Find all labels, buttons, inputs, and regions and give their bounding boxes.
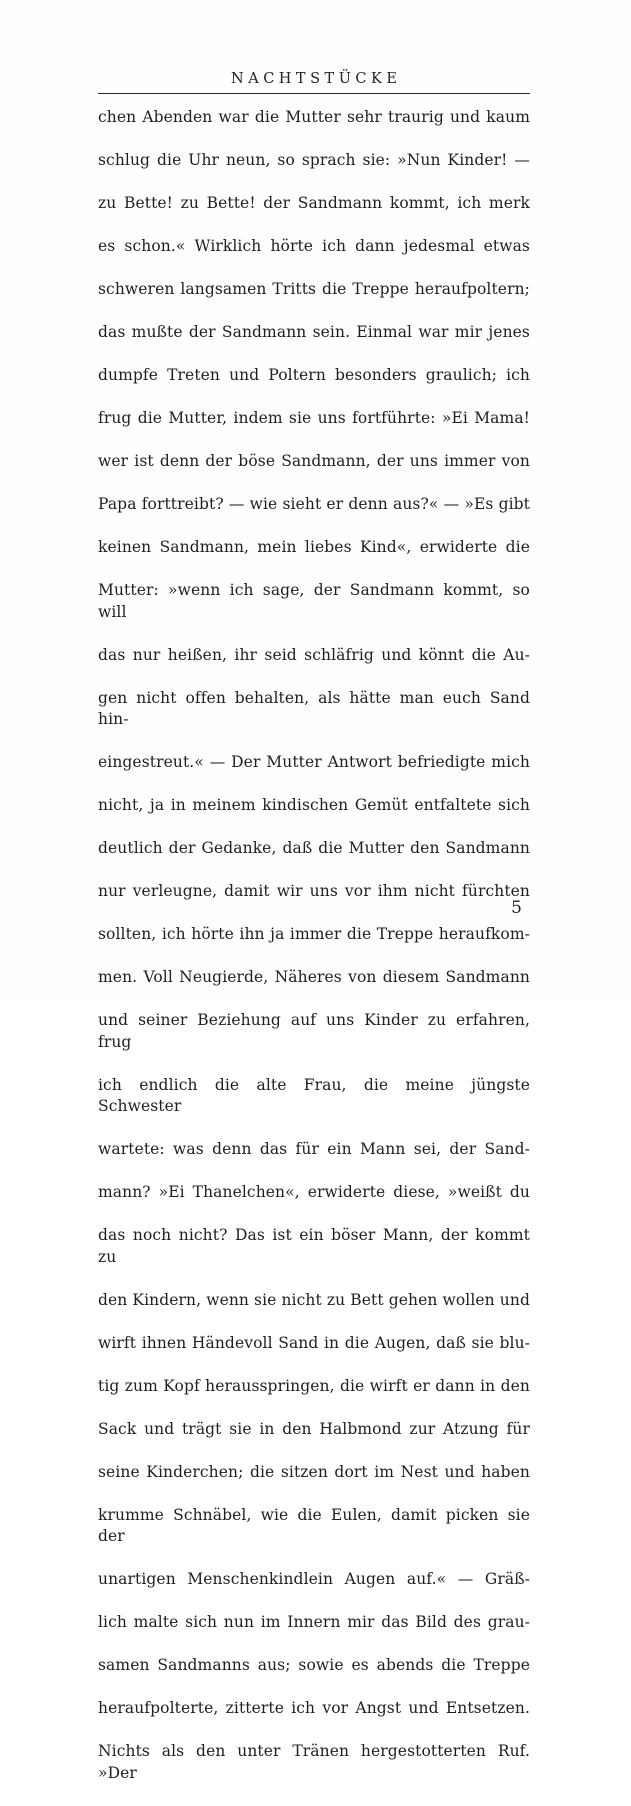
text-line (98, 1290, 530, 1333)
text-line-content: das nur heißen, ihr seid schläfrig und könnt die Au- (98, 645, 530, 664)
text-line-content: das noch nicht? Das ist ein böser Mann, der kommt zu (98, 1226, 530, 1266)
text-line (98, 1655, 530, 1698)
text-line-content: lich malte sich nun im Innern mir das Bild des grau- (98, 1613, 530, 1631)
text-line-content: samen Sandmanns aus; sowie es abends die Treppe (98, 1656, 530, 1674)
text-line (98, 236, 530, 279)
text-line-content: ich endlich die alte Frau, die meine jüngste Schwester (98, 1075, 530, 1115)
text-line (98, 838, 530, 881)
text-line-content: tig zum Kopf herausspringen, die wirft er dann in den (98, 1376, 530, 1395)
text-line-content: gen nicht offen behalten, als hätte man euch Sand hin- (98, 688, 530, 728)
text-line (98, 795, 530, 838)
text-line-content: das mußte der Sandmann sein. Einmal war mir jenes (98, 323, 530, 341)
text-line-content: nicht, ja in meinem kindischen Gemüt entfaltete sich (98, 796, 530, 814)
text-line (98, 1376, 530, 1419)
text-line-content: schlug die Uhr neun, so sprach sie: »Nun Kinder! — (98, 151, 530, 169)
text-line-content: frug die Mutter, indem sie uns fortführte: »Ei Mama! (98, 409, 530, 427)
text-line-content: mann? »Ei Thanelchen«, erwiderte diese, »weißt du (98, 1183, 530, 1201)
text-line (98, 1569, 530, 1612)
page-number: 5 (511, 898, 522, 918)
text-line (98, 365, 530, 408)
text-line (98, 1182, 530, 1225)
text-line (98, 1010, 530, 1075)
text-line (98, 1419, 530, 1462)
text-line (98, 1333, 530, 1376)
text-line (98, 537, 530, 580)
text-line (98, 752, 530, 795)
text-line-content: seine Kinderchen; die sitzen dort im Nest und haben (98, 1462, 530, 1481)
text-line (98, 279, 530, 322)
text-line (98, 645, 530, 688)
text-line-content: wirft ihnen Händevoll Sand in die Augen, daß sie blu- (98, 1333, 530, 1352)
text-line (98, 688, 530, 753)
text-line-content: sollten, ich hörte ihn ja immer die Treppe heraufkom- (98, 925, 530, 943)
running-header: NACHTSTÜCKE (231, 71, 402, 87)
page-header-zone (98, 0, 530, 94)
text-line-content: Nichts als den unter Tränen hergestotterten Ruf. »Der (98, 1742, 530, 1782)
text-line-content: wartete: was denn das für ein Mann sei, der Sand- (98, 1140, 530, 1158)
text-line-content: Papa forttreibt? — wie sieht er denn aus?« — »Es gibt (98, 495, 530, 513)
text-line (98, 1075, 530, 1140)
text-line-content: chen Abenden war die Mutter sehr traurig und kaum (98, 108, 530, 126)
text-line-content: eingestreut.« — Der Mutter Antwort befriedigte mich (98, 753, 530, 771)
text-line (98, 408, 530, 451)
text-line-content: dumpfe Treten und Poltern besonders graulich; ich (98, 366, 530, 384)
text-line (98, 107, 530, 150)
text-line-content: nur verleugne, damit wir uns vor ihm nicht fürchten (98, 882, 530, 900)
body-text-block (98, 107, 530, 1806)
text-line (98, 150, 530, 193)
text-line (98, 967, 530, 1010)
text-line (98, 1505, 530, 1570)
text-line-content: es schon.« Wirklich hörte ich dann jedesmal etwas (98, 237, 530, 255)
text-line-content: deutlich der Gedanke, daß die Mutter den Sandmann (98, 839, 530, 857)
text-line (98, 322, 530, 365)
text-line (98, 1741, 530, 1806)
text-line-content: keinen Sandmann, mein liebes Kind«, erwiderte die (98, 538, 530, 556)
text-line (98, 494, 530, 537)
text-line-content: zu Bette! zu Bette! der Sandmann kommt, ich merk (98, 194, 530, 212)
text-line (98, 193, 530, 236)
text-line-content: schweren langsamen Tritts die Treppe heraufpoltern; (98, 280, 530, 298)
text-line (98, 451, 530, 494)
text-line (98, 1612, 530, 1655)
text-line (98, 1698, 530, 1741)
text-line-content: unartigen Menschenkindlein Augen auf.« — Gräß- (98, 1570, 530, 1588)
header-rule (98, 93, 530, 94)
text-line-content: Mutter: »wenn ich sage, der Sandmann kommt, so will (98, 581, 530, 621)
text-line (98, 1139, 530, 1182)
text-line (98, 580, 530, 645)
text-line-content: heraufpolterte, zitterte ich vor Angst und Entsetzen. (98, 1699, 530, 1717)
text-line-content: den Kindern, wenn sie nicht zu Bett gehen wollen und (98, 1290, 530, 1309)
text-line (98, 924, 530, 967)
text-line-content: und seiner Beziehung auf uns Kinder zu erfahren, frug (98, 1011, 530, 1051)
text-line (98, 1462, 530, 1505)
text-line-content: wer ist denn der böse Sandmann, der uns immer von (98, 452, 530, 470)
text-line-content: Sack und trägt sie in den Halbmond zur Atzung für (98, 1419, 530, 1438)
text-line-content: krumme Schnäbel, wie die Eulen, damit picken sie der (98, 1505, 530, 1545)
text-line (98, 1225, 530, 1290)
text-line-content: men. Voll Neugierde, Näheres von diesem Sandmann (98, 968, 530, 986)
